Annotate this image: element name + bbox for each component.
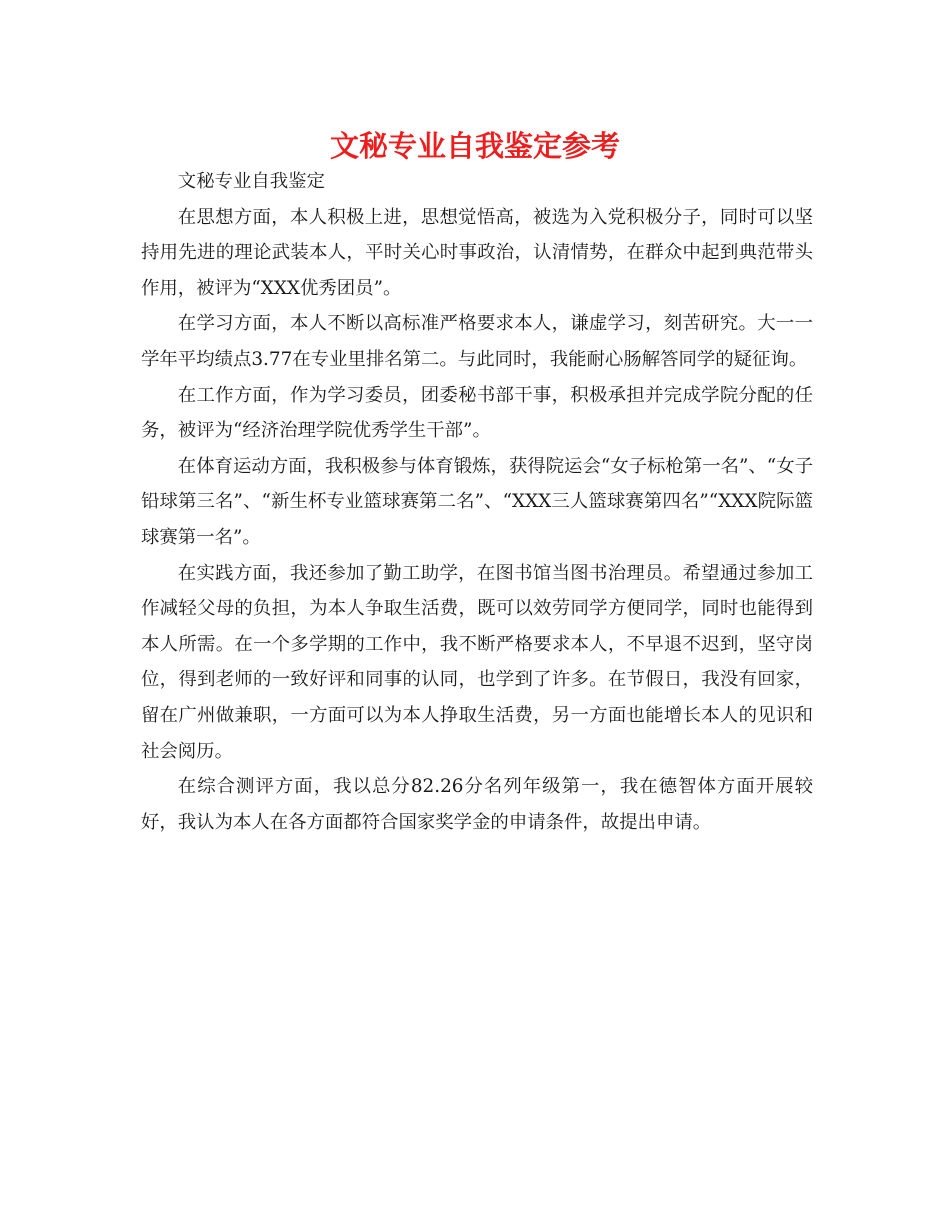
document-body <box>141 164 813 840</box>
paragraph-study: 在学习方面，本人不断以高标准严格要求本人，谦虚学习，刻苦研究。大一一学年平均绩点3.77在专业里排名第二。与此同时，我能耐心肠解答同学的疑征询。 <box>141 313 813 370</box>
document-subtitle: 文秘专业自我鉴定 <box>177 171 325 192</box>
paragraph-ideology: 在思想方面，本人积极上进，思想觉悟高，被选为入党积极分子，同时可以坚持用先进的理论武装本人，平时关心时事政治，认清情势，在群众中起到典范带头作用，被评为“XXX优秀团员”。 <box>141 206 813 299</box>
paragraph-sports: 在体育运动方面，我积极参与体育锻炼，获得院运会“女子标枪第一名”、“女子铅球第三名”、“新生杯专业篮球赛第二名”、“XXX三人篮球赛第四名”“XXX院际篮球赛第一名”。 <box>141 455 813 548</box>
paragraph-practice: 在实践方面，我还参加了勤工助学，在图书馆当图书治理员。希望通过参加工作减轻父母的负担，为本人争取生活费，既可以效劳同学方便同学，同时也能得到本人所需。在一个多学期的工作中，我不断严格要求本人，不早退不迟到，坚守岗位，得到老师的一致好评和同事的认同，也学到了许多。在节假日，我没有回家，留在广州做兼职，一方面可以为本人挣取生活费，另一方面也能增长本人的见识和社会阅历。 <box>141 562 813 762</box>
paragraph-evaluation: 在综合测评方面，我以总分82.26分名列年级第一，我在德智体方面开展较好，我认为本人在各方面都符合国家奖学金的申请条件，故提出申请。 <box>141 776 813 833</box>
document-title: 文秘专业自我鉴定参考 <box>329 129 620 163</box>
paragraph-work: 在工作方面，作为学习委员，团委秘书部干事，积极承担并完成学院分配的任务，被评为“经济治理学院优秀学生干部”。 <box>141 384 813 442</box>
